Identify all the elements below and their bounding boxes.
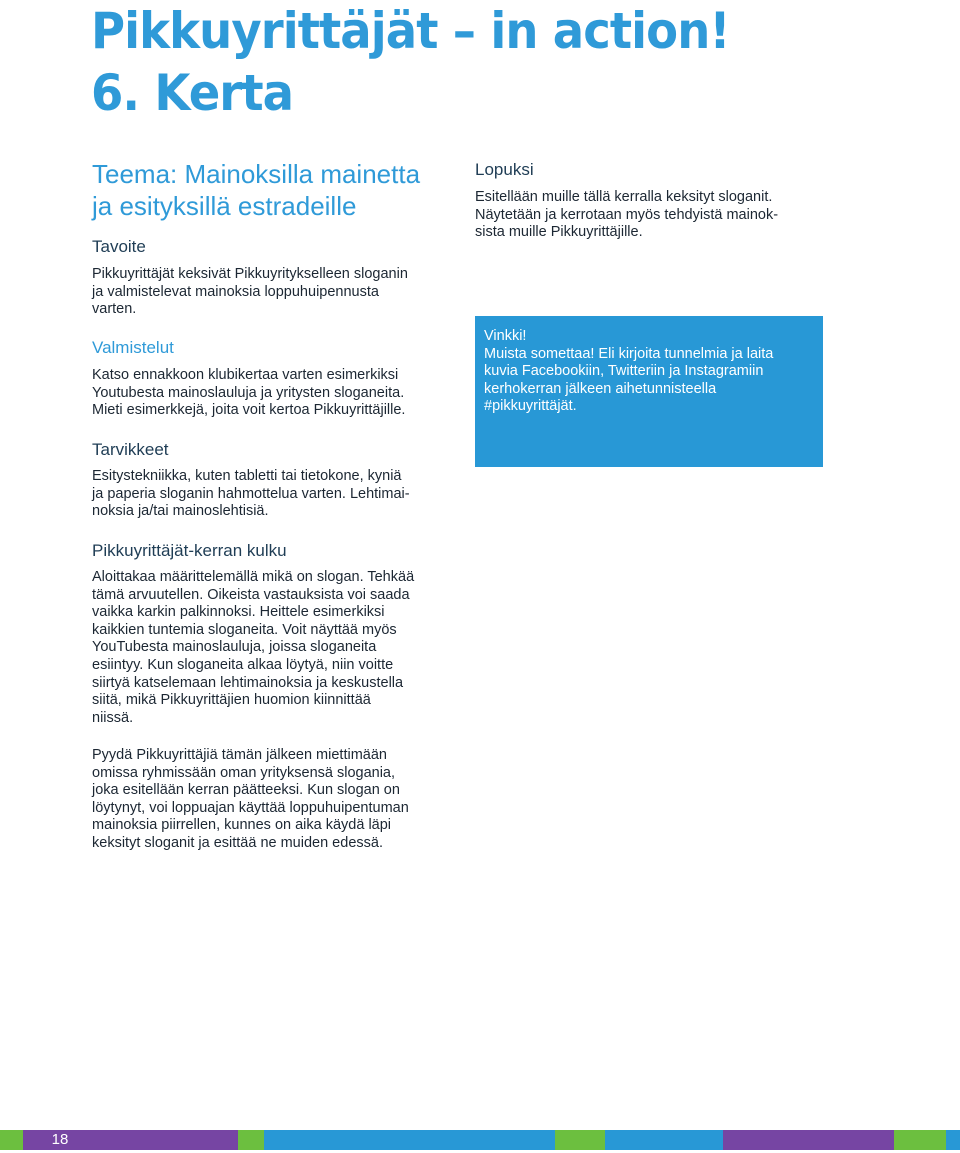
theme-heading [92, 158, 452, 222]
flow-line: niissä. [92, 709, 134, 726]
flow-line: siirtyä katselemaan lehtimainoksia ja keskustella [92, 674, 404, 691]
goal-line: varten. [92, 301, 137, 318]
footer-stripe-segment [555, 1130, 605, 1150]
flow-line: keksityt sloganit ja esittää ne muiden edessä. [92, 834, 383, 851]
footer-stripe [0, 1130, 960, 1150]
flow-line: joka esitellään kerran päätteeksi. Kun slogan on [92, 782, 400, 799]
preparation-text [92, 367, 405, 420]
flow-line: siitä, mikä Pikkuyrittäjien huomion kiinnittää [92, 692, 371, 709]
preparation-line: Katso ennakkoon klubikertaa varten esimerkiksi [92, 367, 399, 383]
finally-line: Esitellään muille tällä kerralla keksityt sloganit. [475, 189, 773, 205]
finally-text [475, 189, 778, 242]
footer-stripe-segment [238, 1130, 264, 1150]
supplies-line: noksia ja/tai mainoslehtisiä. [92, 503, 269, 520]
preparation-heading: Valmistelut [92, 338, 174, 357]
tip-line: Muista somettaa! Eli kirjoita tunnelmia ja laita [484, 345, 774, 362]
supplies-text [92, 468, 410, 521]
theme-line-1: Teema: Mainoksilla mainetta [92, 159, 421, 189]
page-number: 18 [23, 1130, 97, 1150]
flow-heading: Pikkuyrittäjät-kerran kulku [92, 541, 287, 560]
flow-line: Aloittakaa määrittelemällä mikä on slogan. Tehkää [92, 569, 415, 585]
flow-line: esiintyy. Kun sloganeita alkaa löytyä, niin voitte [92, 656, 394, 673]
flow-line: löytynyt, voi loppuajan käyttää loppuhuipentuman [92, 799, 409, 816]
flow-line: tämä arvuutellen. Oikeista vastauksista voi saada [92, 586, 410, 603]
goal-heading: Tavoite [92, 237, 146, 256]
footer-stripe-segment [723, 1130, 894, 1150]
goal-line: Pikkuyrittäjät keksivät Pikkuyritykselleen sloganin [92, 266, 408, 282]
flow-line: mainoksia piirrellen, kunnes on aika käydä läpi [92, 817, 392, 834]
footer-stripe-segment [894, 1130, 946, 1150]
tip-title: Vinkki! [484, 328, 527, 344]
tip-line: kuvia Facebookiin, Twitteriin ja Instagramiin [484, 363, 764, 380]
supplies-line: Esitystekniikka, kuten tabletti tai tietokone, kyniä [92, 468, 402, 484]
theme-line-2: ja esityksillä estradeille [92, 191, 357, 221]
footer-stripe-segment [97, 1130, 238, 1150]
finally-line: Näytetään ja kerrotaan myös tehdyistä mainok- [475, 206, 779, 223]
finally-heading: Lopuksi [475, 160, 534, 179]
footer-stripe-segment [264, 1130, 555, 1150]
flow-paragraph-1 [92, 569, 414, 727]
page-title [91, 0, 730, 124]
tip-line: kerhokerran jälkeen aihetunnisteella [484, 380, 717, 397]
tip-hashtag: #pikkuyrittäjät. [484, 398, 577, 415]
footer-stripe-segment [605, 1130, 723, 1150]
goal-line: ja valmistelevat mainoksia loppuhuipennusta [92, 283, 379, 300]
footer-stripe-segment [0, 1130, 23, 1150]
flow-line: omissa ryhmissään oman yrityksensä slogania, [92, 764, 396, 781]
preparation-line: Youtubesta mainoslauluja ja yritysten sloganeita. [92, 384, 405, 401]
supplies-line: ja paperia sloganin hahmottelua varten. Lehtimai- [92, 485, 410, 502]
supplies-heading: Tarvikkeet [92, 440, 169, 459]
flow-paragraph-2 [92, 747, 409, 853]
flow-line: vaikka karkin palkinnoksi. Heittele esimerkiksi [92, 604, 385, 621]
flow-line: YouTubesta mainoslauluja, joissa sloganeita [92, 639, 377, 656]
preparation-line: Mieti esimerkkejä, joita voit kertoa Pikkuyrittäjille. [92, 402, 406, 419]
finally-line: sista muille Pikkuyrittäjille. [475, 224, 643, 241]
title-line-2: 6. Kerta [91, 64, 294, 122]
footer-stripe-segment [946, 1130, 960, 1150]
tip-box [475, 316, 823, 467]
flow-line: kaikkien tuntemia sloganeita. Voit näyttää myös [92, 621, 397, 638]
goal-text [92, 266, 408, 319]
title-line-1: Pikkuyrittäjät – in action! [91, 2, 730, 60]
flow-line: Pyydä Pikkuyrittäjiä tämän jälkeen miettimään [92, 747, 387, 763]
